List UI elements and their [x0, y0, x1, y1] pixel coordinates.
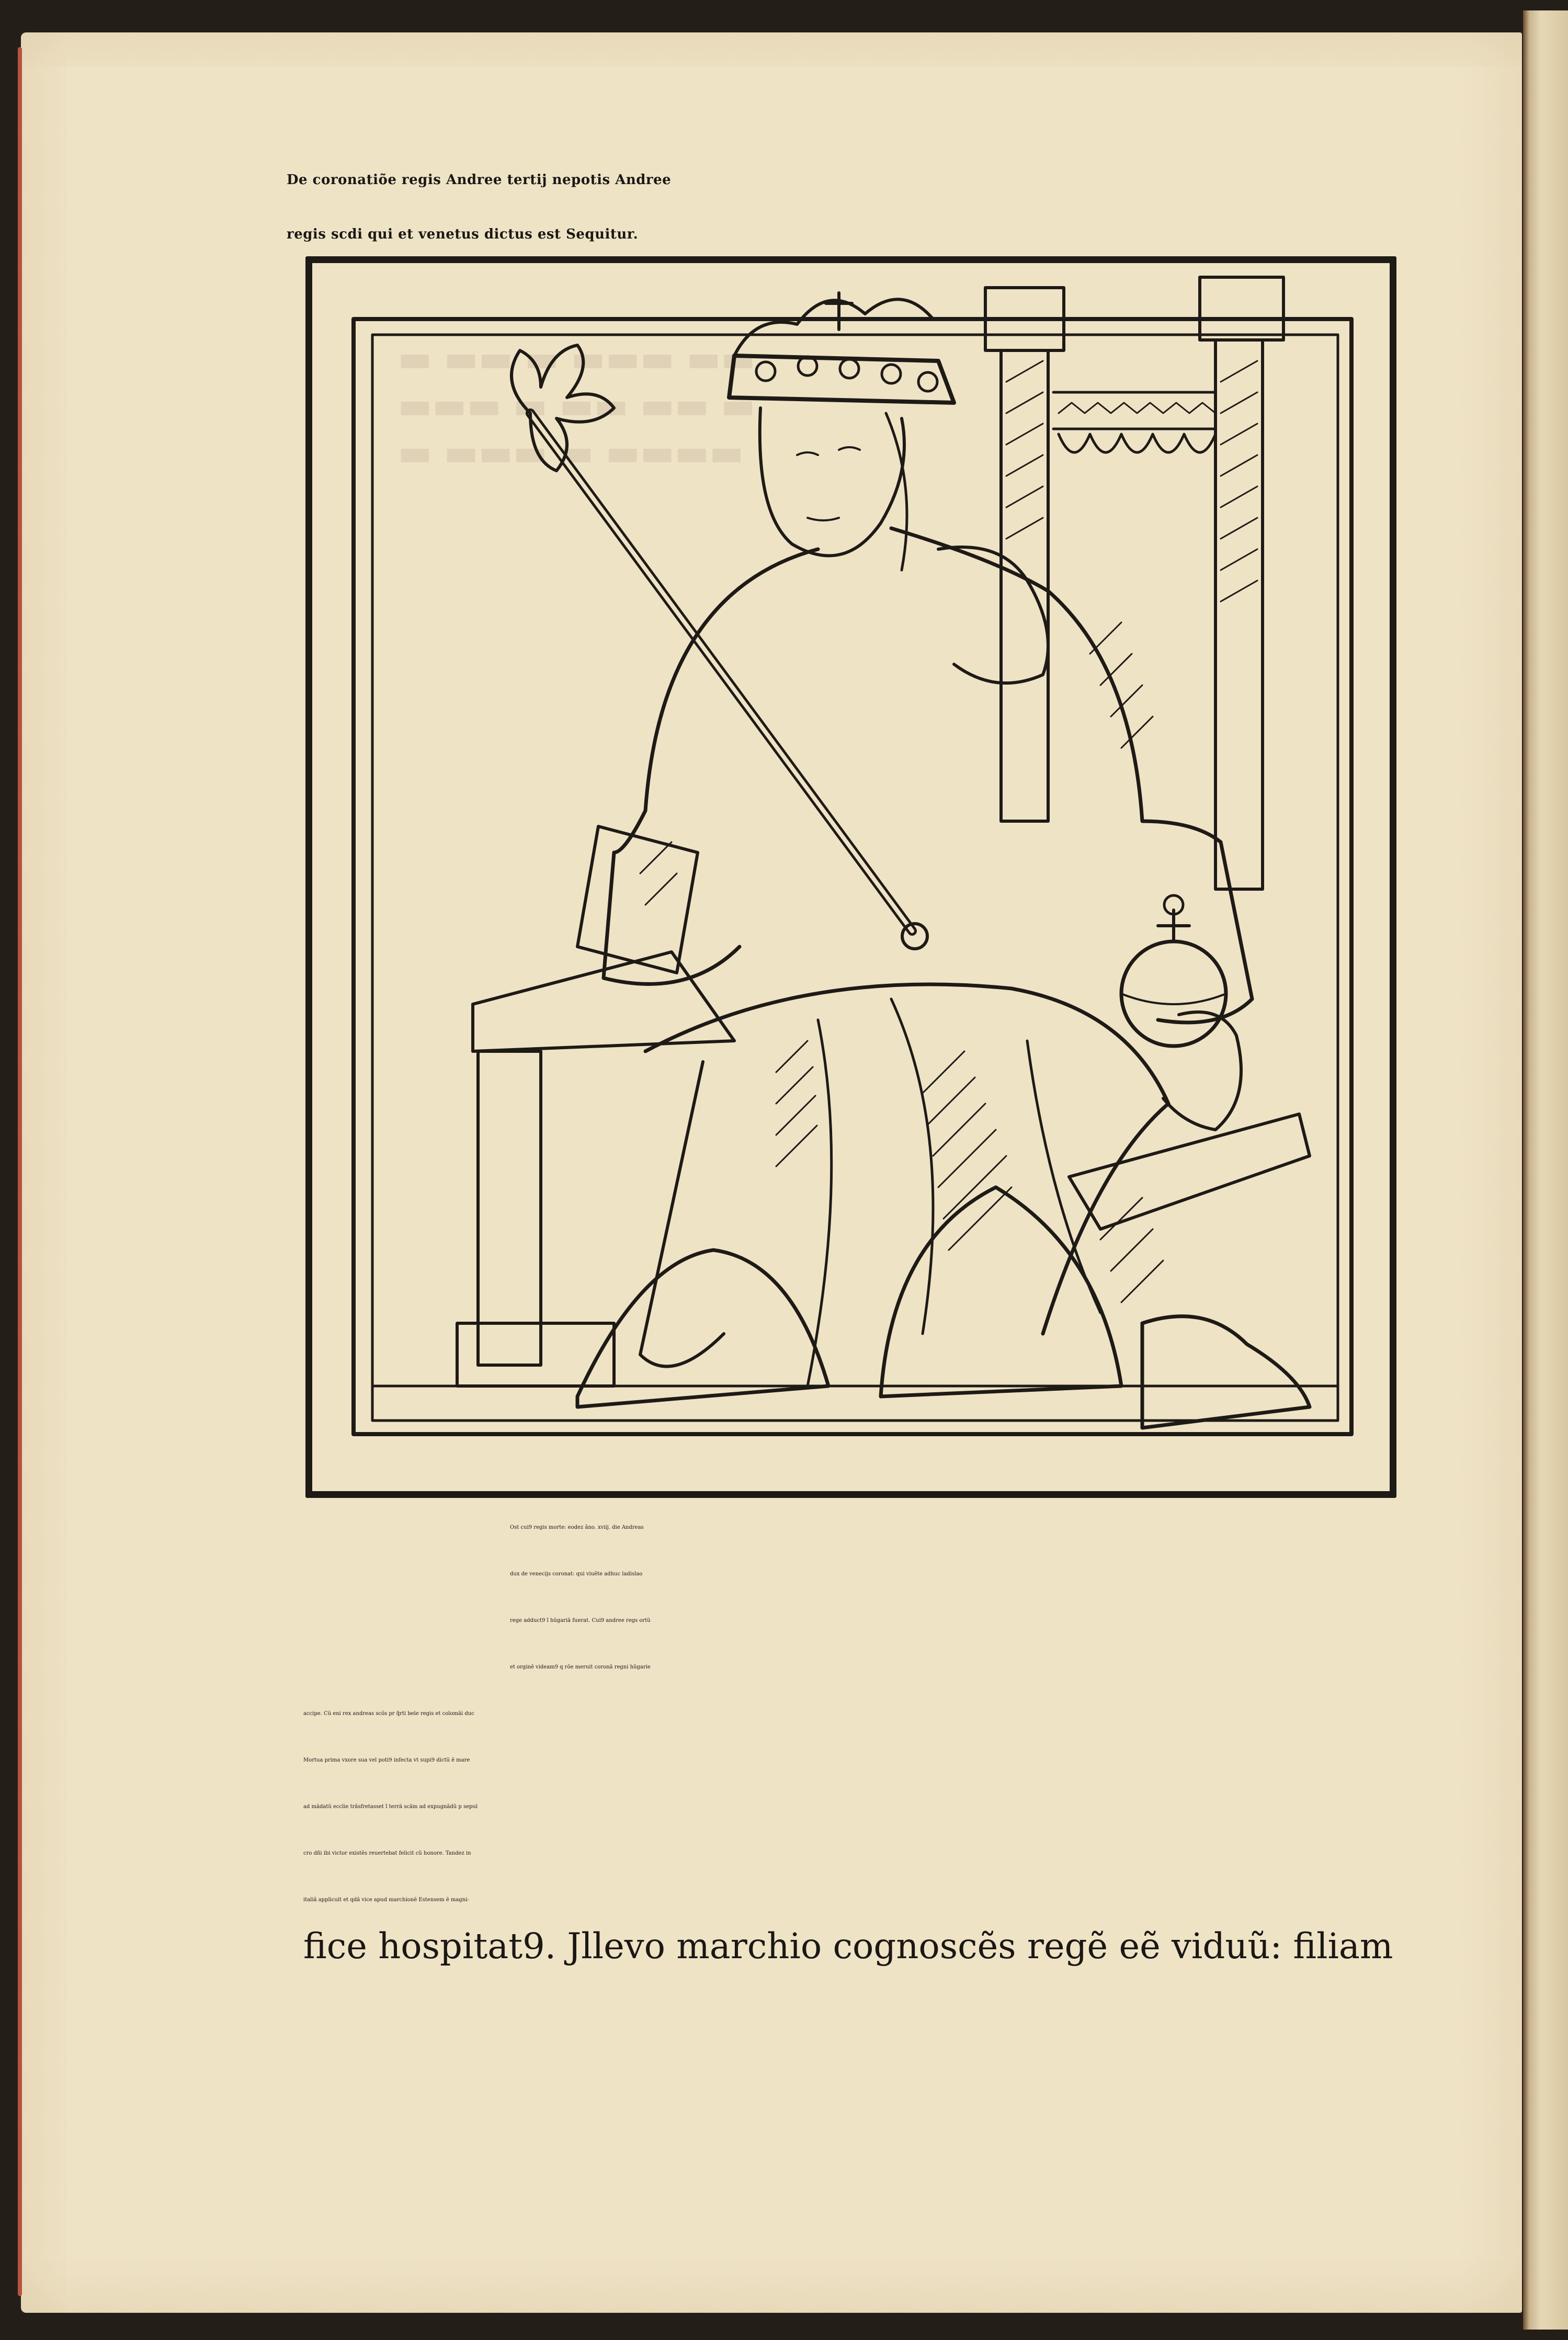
king-woodcut-illustration [305, 256, 1396, 1498]
king-woodcut-icon [305, 256, 1396, 1498]
body-line: Ost cui9 regis morte: eodez ãno. xviij. die Andreas [510, 1525, 644, 1530]
body-line: accipe. Cũ eni rex andreas scõs pr q̃rti bele regis et colomãi duc [303, 1711, 474, 1717]
body-line: dux de venecijs coronat: qui viuẽte adhuc ladislao [510, 1571, 643, 1577]
body-line: fice hospitat9. Jllevo marchio cognoscẽs regẽ eẽ viduũ: filiam [303, 1926, 1393, 1967]
body-line: cro dñi ibi victor existẽs reuertebat felicit cũ honore. Tandez in [303, 1850, 471, 1856]
heading-line: regis scdi qui et venetus dictus est Sequitur. [287, 226, 639, 242]
body-line: et orginẽ videam9 q rõe meruit coronã regni hũgarie [510, 1664, 651, 1670]
body-line: ad mãdatũ ecclie trãsfretasset ĩ terrã scãm ad expugnãdũ p sepul [303, 1804, 478, 1810]
body-text [303, 1504, 1393, 1970]
body-line: rege adduct9 ĩ hũgariã fuerat. Cui9 andree regs ortũ [510, 1618, 651, 1623]
facing-page-edge [1523, 10, 1568, 2330]
body-line: italiã applicuit et qdã vice apud marchionẽ Estensem ẽ magni- [303, 1897, 469, 1903]
body-line: Mortua prima vxore sua vel poti9 infecta vt supi9 dictũ ẽ mare [303, 1757, 470, 1763]
heading-line: De coronatiõe regis Andree tertij nepotis Andree [287, 172, 672, 188]
page-heading [287, 153, 1411, 262]
page-edge-rubrication [18, 47, 22, 2296]
